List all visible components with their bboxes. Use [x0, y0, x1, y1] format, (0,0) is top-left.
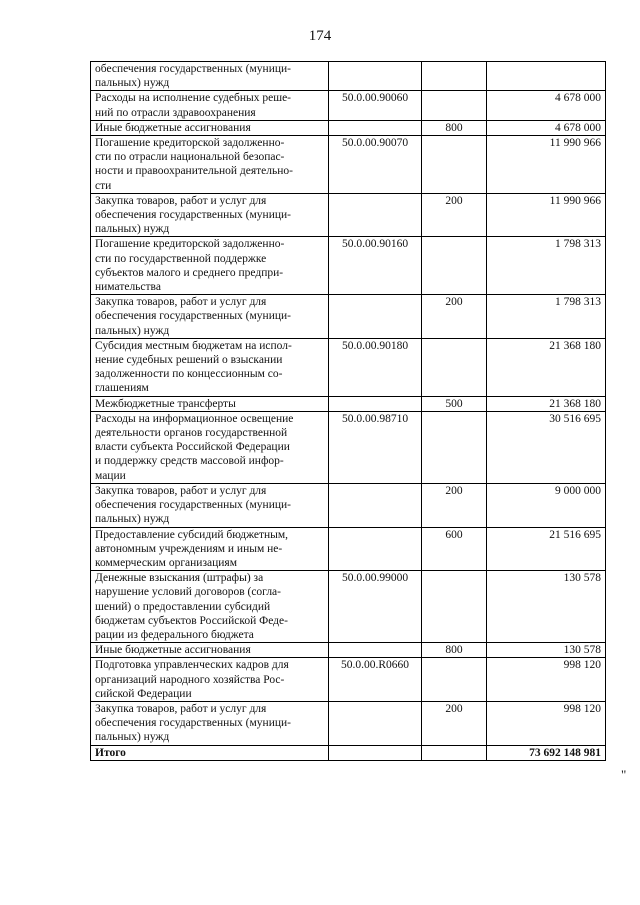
- row-name: Денежные взыскания (штрафы) за нарушение условий договоров (согла- шений) о предоставлении субсидий бюджетам субъектов Российской Феде- рации из федерального бюджета: [91, 571, 329, 643]
- row-name: Закупка товаров, работ и услуг для обеспечения государственных (муници- пальных) нужд: [91, 193, 329, 237]
- table-row: [91, 136, 606, 194]
- row-sum: 21 516 695: [487, 527, 606, 571]
- table-row: [91, 338, 606, 396]
- row-sum: 4 678 000: [487, 91, 606, 120]
- row-code: [329, 62, 422, 91]
- table-row: [91, 658, 606, 702]
- row-code: 50.0.00.98710: [329, 411, 422, 483]
- row-sum: 130 578: [487, 571, 606, 643]
- row-sum: 130 578: [487, 643, 606, 658]
- row-name: Субсидия местным бюджетам на испол- нение судебных решений о взыскании задолженности по концессионным со- глашениям: [91, 338, 329, 396]
- row-expense-type: [422, 62, 487, 91]
- row-sum: [487, 62, 606, 91]
- row-name: обеспечения государственных (муници- пальных) нужд: [91, 62, 329, 91]
- row-name: Межбюджетные трансферты: [91, 396, 329, 411]
- row-code: [329, 527, 422, 571]
- row-code: [329, 396, 422, 411]
- row-expense-type: [422, 91, 487, 120]
- row-name: Предоставление субсидий бюджетным, автономным учреждениям и иным не- коммерческим организациям: [91, 527, 329, 571]
- row-code: 50.0.00.90180: [329, 338, 422, 396]
- row-sum: 9 000 000: [487, 483, 606, 527]
- row-sum: 21 368 180: [487, 338, 606, 396]
- row-code: [329, 643, 422, 658]
- row-expense-type: 200: [422, 193, 487, 237]
- row-sum: 11 990 966: [487, 193, 606, 237]
- row-code: 50.0.00.90070: [329, 136, 422, 194]
- row-expense-type: [422, 411, 487, 483]
- row-sum: 4 678 000: [487, 120, 606, 135]
- row-expense-type: 200: [422, 483, 487, 527]
- table-row: [91, 237, 606, 295]
- budget-table: [90, 61, 606, 761]
- page-number: 174: [308, 28, 332, 44]
- row-sum: 30 516 695: [487, 411, 606, 483]
- row-code: [329, 295, 422, 339]
- row-name: Подготовка управленческих кадров для организаций народного хозяйства Рос- сийской Федерации: [91, 658, 329, 702]
- row-sum: 1 798 313: [487, 237, 606, 295]
- table-row: [91, 193, 606, 237]
- row-name: Иные бюджетные ассигнования: [91, 643, 329, 658]
- row-code: [329, 193, 422, 237]
- total-row: [91, 745, 606, 760]
- table-row: [91, 91, 606, 120]
- total-label: Итого: [91, 745, 329, 760]
- row-sum: 1 798 313: [487, 295, 606, 339]
- table-row: [91, 295, 606, 339]
- row-code: 50.0.00.99000: [329, 571, 422, 643]
- row-name: Погашение кредиторской задолженно- сти по государственной поддержке субъектов малого и среднего предпри- нимательства: [91, 237, 329, 295]
- table-row: [91, 396, 606, 411]
- row-expense-type: 200: [422, 295, 487, 339]
- row-code: 50.0.00.R0660: [329, 658, 422, 702]
- row-name: Закупка товаров, работ и услуг для обеспечения государственных (муници- пальных) нужд: [91, 701, 329, 745]
- row-sum: 998 120: [487, 658, 606, 702]
- row-expense-type: 800: [422, 120, 487, 135]
- row-expense-type: [422, 658, 487, 702]
- row-code: [329, 120, 422, 135]
- row-name: Закупка товаров, работ и услуг для обеспечения государственных (муници- пальных) нужд: [91, 295, 329, 339]
- table-row: [91, 483, 606, 527]
- closing-quote: ": [621, 767, 627, 782]
- table-row: [91, 120, 606, 135]
- table-row: [91, 571, 606, 643]
- row-code: [329, 701, 422, 745]
- row-name: Расходы на исполнение судебных реше- ний по отрасли здравоохранения: [91, 91, 329, 120]
- row-expense-type: 800: [422, 643, 487, 658]
- table-row: [91, 62, 606, 91]
- row-expense-type: [422, 136, 487, 194]
- table-row: [91, 701, 606, 745]
- total-type-cell: [422, 745, 487, 760]
- total-code-cell: [329, 745, 422, 760]
- row-code: [329, 483, 422, 527]
- row-expense-type: [422, 237, 487, 295]
- row-name: Расходы на информационное освещение деятельности органов государственной власти субъекта Российской Федерации и поддержку средств массовой инфор- мации: [91, 411, 329, 483]
- table-row: [91, 643, 606, 658]
- row-code: 50.0.00.90160: [329, 237, 422, 295]
- row-expense-type: 600: [422, 527, 487, 571]
- row-sum: 11 990 966: [487, 136, 606, 194]
- row-sum: 998 120: [487, 701, 606, 745]
- row-name: Закупка товаров, работ и услуг для обеспечения государственных (муници- пальных) нужд: [91, 483, 329, 527]
- table-row: [91, 527, 606, 571]
- total-sum: 73 692 148 981: [487, 745, 606, 760]
- row-name: Иные бюджетные ассигнования: [91, 120, 329, 135]
- row-expense-type: [422, 571, 487, 643]
- table-row: [91, 411, 606, 483]
- row-expense-type: 200: [422, 701, 487, 745]
- row-expense-type: 500: [422, 396, 487, 411]
- row-sum: 21 368 180: [487, 396, 606, 411]
- row-code: 50.0.00.90060: [329, 91, 422, 120]
- row-expense-type: [422, 338, 487, 396]
- row-name: Погашение кредиторской задолженно- сти по отрасли национальной безопас- ности и правоохранительной деятельно- сти: [91, 136, 329, 194]
